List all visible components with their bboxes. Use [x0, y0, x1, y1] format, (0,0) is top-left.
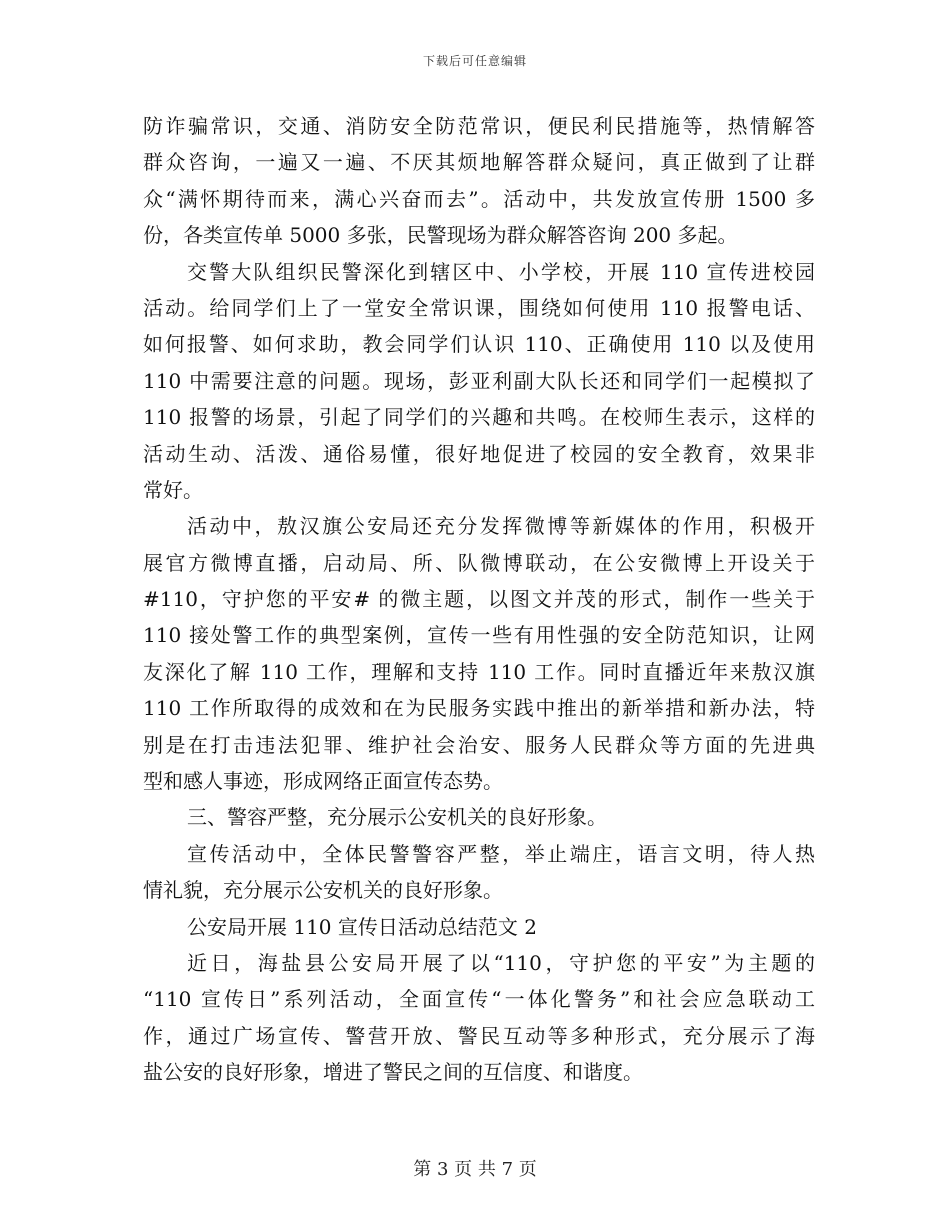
- body-line: 份，各类宣传单 5000 多张，民警现场为群众解答咨询 200 多起。: [143, 223, 738, 248]
- section-heading: 三、警容严整，充分展示公安机关的良好形象。: [187, 805, 607, 830]
- body-line: 110 报警的场景，引起了同学们的兴趣和共鸣。在校师生表示，这样的: [143, 405, 815, 430]
- article-title: 公安局开展 110 宣传日活动总结范文 2: [187, 914, 537, 939]
- body-line: 盐公安的良好形象，增进了警民之间的互信度、和谐度。: [143, 1060, 643, 1085]
- body-line: 防诈骗常识，交通、消防安全防范常识，便民利民措施等，热情解答: [143, 114, 815, 138]
- body-line: 别是在打击违法犯罪、维护社会治安、服务人民群众等方面的先进典: [143, 732, 815, 757]
- body-line: 情礼貌，充分展示公安机关的良好形象。: [143, 878, 503, 903]
- body-line: 110 中需要注意的问题。现场，彭亚利副大队长还和同学们一起模拟了: [143, 368, 815, 393]
- body-line: 如何报警、如何求助，教会同学们认识 110、正确使用 110 以及使用: [143, 332, 815, 357]
- body-line: 型和感人事迹，形成网络正面宣传态势。: [143, 769, 503, 794]
- page-header: 下载后可任意编辑: [422, 54, 527, 68]
- page-footer: 第 3 页 共 7 页: [413, 1159, 537, 1180]
- body-line: #110，守护您的平安# 的微主题，以图文并茂的形式，制作一些关于: [143, 587, 815, 612]
- body-line: 作，通过广场宣传、警营开放、警民互动等多种形式，充分展示了海: [143, 1023, 815, 1048]
- body-line: 活动。给同学们上了一堂安全常识课，围绕如何使用 110 报警电话、: [143, 295, 815, 320]
- body-line: 活动中，敖汉旗公安局还充分发挥微博等新媒体的作用，积极开: [187, 514, 815, 539]
- body-line: 宣传活动中，全体民警警容严整，举止端庄，语言文明，待人热: [187, 841, 815, 866]
- body-line: 友深化了解 110 工作，理解和支持 110 工作。同时直播近年来敖汉旗: [143, 659, 815, 684]
- body-line: 常好。: [143, 477, 203, 502]
- body-line: 群众咨询，一遍又一遍、不厌其烦地解答群众疑问，真正做到了让群: [143, 150, 815, 175]
- body-line: 110 接处警工作的典型案例，宣传一些有用性强的安全防范知识，让网: [143, 623, 815, 648]
- body-line: 展官方微博直播，启动局、所、队微博联动，在公安微博上开设关于: [143, 550, 815, 575]
- body-line: 活动生动、活泼、通俗易懂，很好地促进了校园的安全教育，效果非: [143, 441, 815, 466]
- document-body: [143, 108, 815, 1091]
- body-line: 众“满怀期待而来，满心兴奋而去”。活动中，共发放宣传册 1500 多: [143, 186, 815, 211]
- body-line: “110 宣传日”系列活动，全面宣传“一体化警务”和社会应急联动工: [143, 987, 815, 1012]
- body-line: 110 工作所取得的成效和在为民服务实践中推出的新举措和新办法，特: [143, 696, 815, 721]
- body-line: 近日，海盐县公安局开展了以“110，守护您的平安”为主题的: [187, 950, 815, 975]
- body-line: 交警大队组织民警深化到辖区中、小学校，开展 110 宣传进校园: [187, 259, 815, 284]
